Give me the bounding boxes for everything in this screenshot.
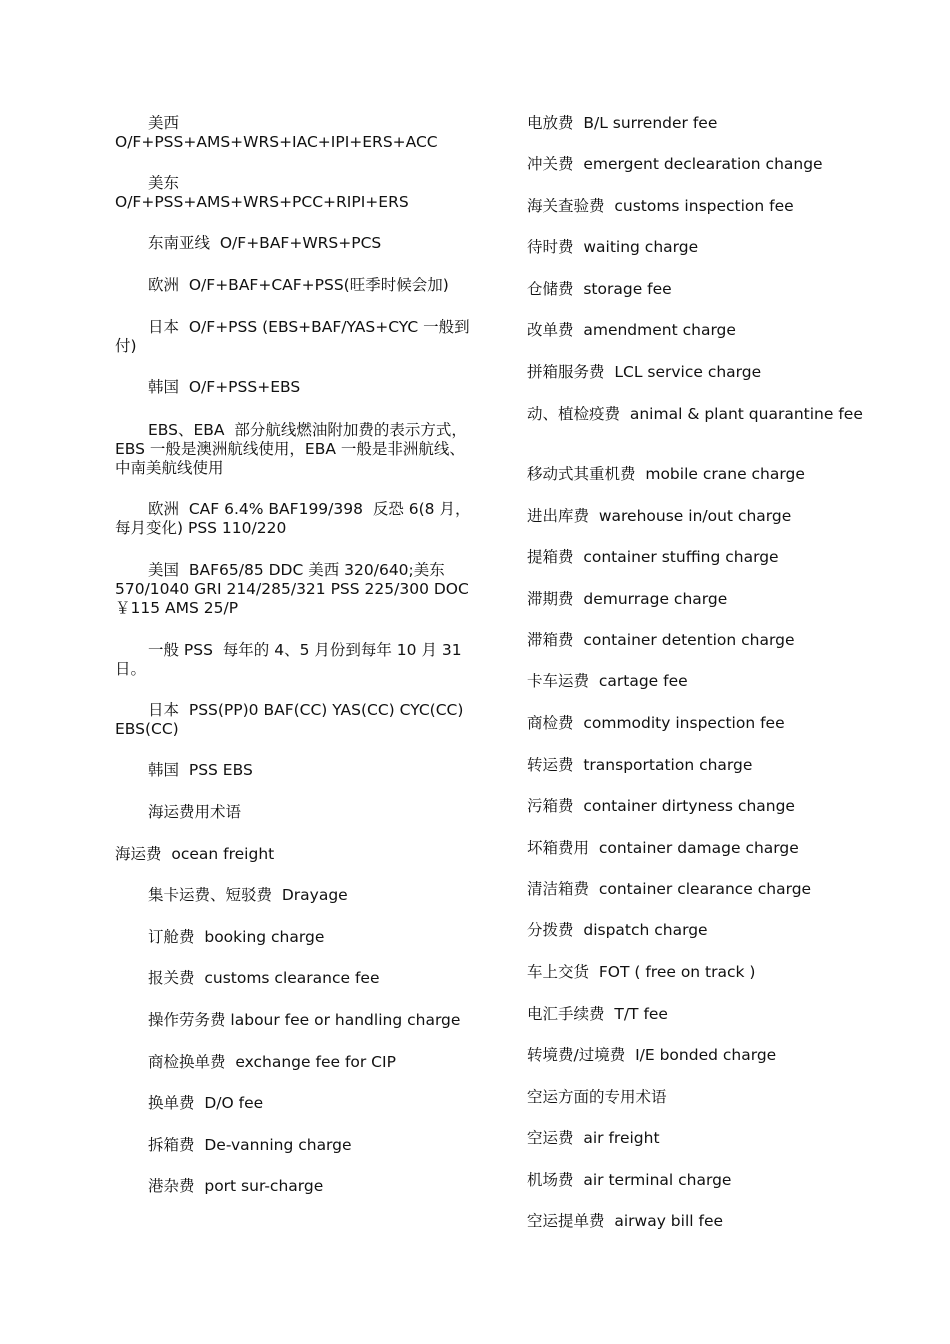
text-paragraph: 欧洲 CAF 6.4% BAF199/398 反恐 6(8 月，每月变化) PSS 110/220 [115,500,471,537]
term-item: 污箱费 container dirtyness change [527,797,795,815]
term-item: 空运费 air freight [527,1129,660,1147]
term-item: 坏箱费用 container damage charge [527,839,799,857]
term-item: 换单费 D/O fee [148,1094,264,1112]
text-paragraph: 韩国 O/F+PSS+EBS [148,378,301,396]
text-paragraph: EBS、EBA 部分航线燃油附加费的表示方式，EBS 一般是澳洲航线使用，EBA 一般是非洲航线、中南美航线使用 [115,421,467,477]
term-item: 改单费 amendment charge [527,321,736,339]
term-item: 转境费/过境费 I/E bonded charge [527,1046,777,1064]
term-item: 海关查验费 customs inspection fee [527,197,794,215]
text-paragraph: 东南亚线 O/F+BAF+WRS+PCS [148,234,382,252]
term-item: 空运提单费 airway bill fee [527,1212,724,1230]
term-item: 电汇手续费 T/T fee [527,1005,668,1023]
term-item: 仓储费 storage fee [527,280,672,298]
term-item: 海运费 ocean freight [115,845,275,863]
term-item: 待时费 waiting charge [527,238,699,256]
term-item: 进出库费 warehouse in/out charge [527,507,792,525]
term-item: 订舱费 booking charge [148,928,325,946]
term-item: 商检换单费 exchange fee for CIP [148,1053,396,1071]
term-item: 操作劳务费 labour fee or handling charge [148,1011,461,1029]
term-item: 冲关费 emergent declearation change [527,155,823,173]
term-item: 卡车运费 cartage fee [527,672,688,690]
term-item: 转运费 transportation charge [527,756,753,774]
text-paragraph: 日本 O/F+PSS (EBS+BAF/YAS+CYC 一般到付) [115,318,470,355]
term-item: 滞期费 demurrage charge [527,590,728,608]
term-item: 报关费 customs clearance fee [148,969,380,987]
term-item: 提箱费 container stuffing charge [527,548,779,566]
text-paragraph: 韩国 PSS EBS [148,761,253,779]
term-item: 集卡运费、短驳费 Drayage [148,886,348,904]
term-item: 清洁箱费 container clearance charge [527,880,812,898]
term-item: 车上交货 FOT ( free on track ) [527,963,756,981]
text-paragraph: 美西 O/F+PSS+AMS+WRS+IAC+IPI+ERS+ACC [115,114,438,151]
text-paragraph: 日本 PSS(PP)0 BAF(CC) YAS(CC) CYC(CC) EBS(CC) [115,701,469,738]
term-item: 拼箱服务费 LCL service charge [527,363,762,381]
term-item: 电放费 B/L surrender fee [527,114,718,132]
text-paragraph: 美东 O/F+PSS+AMS+WRS+PCC+RIPI+ERS [115,174,409,211]
text-paragraph: 美国 BAF65/85 DDC 美西 320/640;美东 570/1040 GRI 214/285/321 PSS 225/300 DOC ￥115 AMS 25/P [115,561,479,617]
term-item: 动、植检疫费 animal & plant quarantine fee [527,405,863,423]
term-item: 商检费 commodity inspection fee [527,714,785,732]
text-paragraph: 欧洲 O/F+BAF+CAF+PSS(旺季时候会加) [148,276,449,294]
term-item: 机场费 air terminal charge [527,1171,732,1189]
term-item: 滞箱费 container detention charge [527,631,795,649]
section-heading: 空运方面的专用术语 [527,1088,667,1106]
term-item: 移动式其重机费 mobile crane charge [527,465,805,483]
term-item: 港杂费 port sur-charge [148,1177,324,1195]
section-heading: 海运费用术语 [148,803,242,821]
term-item: 分拨费 dispatch charge [527,921,708,939]
term-item: 拆箱费 De-vanning charge [148,1136,352,1154]
text-paragraph: 一般 PSS 每年的 4、5 月份到每年 10 月 31 日。 [115,641,467,678]
